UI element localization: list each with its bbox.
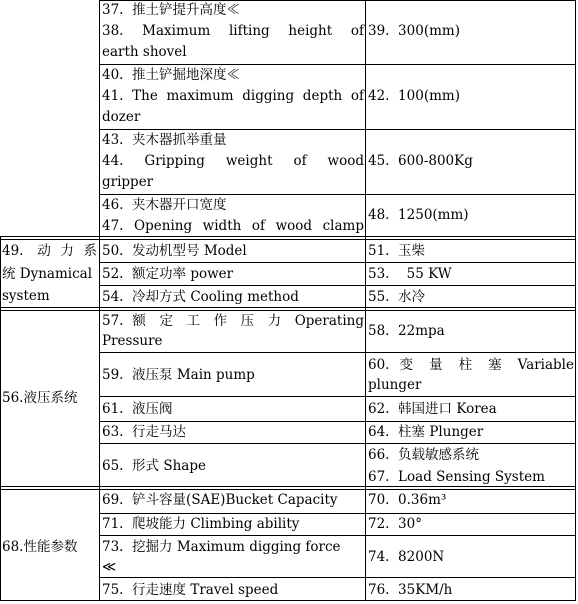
grid-line bbox=[99, 443, 576, 444]
spec-item-label: 41. The maximum digging depth of bbox=[102, 88, 364, 104]
spec-item-label: gripper bbox=[102, 174, 154, 190]
spec-item-label: 50. 发动机型号 Model bbox=[102, 243, 247, 259]
grid-line bbox=[99, 352, 576, 353]
spec-item-label: 47. Opening width of wood clamp bbox=[102, 218, 364, 234]
group-label: system bbox=[2, 288, 50, 304]
grid-line bbox=[0, 236, 576, 237]
spec-item-label: 40. 推土铲掘地深度≪ bbox=[102, 67, 241, 83]
spec-item-label: 38. Maximum lifting height of bbox=[102, 23, 364, 39]
spec-value: 42. 100(mm) bbox=[368, 88, 460, 104]
spec-item-label: 46. 夹木器开口宽度 bbox=[102, 197, 227, 213]
spec-value: 55. 水冷 bbox=[368, 289, 426, 305]
grid-line bbox=[0, 307, 576, 308]
spec-value: 60. 变 量 柱 塞 Variable bbox=[368, 357, 574, 373]
grid-line bbox=[575, 0, 576, 601]
group-label: 统 Dynamical bbox=[2, 266, 93, 282]
spec-value: 72. 30° bbox=[368, 516, 422, 532]
spec-value: 39. 300(mm) bbox=[368, 23, 460, 39]
grid-line bbox=[99, 396, 576, 397]
spec-item-label: 73. 挖掘力 Maximum digging force bbox=[102, 539, 341, 555]
spec-value: 70. 0.36m³ bbox=[368, 492, 447, 508]
spec-value: 53. 55 KW bbox=[368, 266, 452, 282]
group-label: 56.液压系统 bbox=[2, 390, 78, 406]
spec-item-label: 52. 额定功率 power bbox=[102, 266, 234, 282]
spec-value: 45. 600-800Kg bbox=[368, 153, 473, 169]
spec-item-label: 37. 推土铲提升高度≪ bbox=[102, 2, 241, 18]
spec-value: 74. 8200N bbox=[368, 549, 445, 565]
grid-line bbox=[99, 577, 576, 578]
spec-value: 76. 35KM/h bbox=[368, 582, 453, 598]
spec-value: 67. Load Sensing System bbox=[368, 469, 545, 485]
grid-line bbox=[365, 0, 366, 601]
grid-line bbox=[0, 600, 576, 601]
group-label: 68.性能参数 bbox=[2, 539, 78, 555]
grid-line bbox=[99, 0, 100, 601]
spec-value: plunger bbox=[368, 377, 422, 393]
spec-item-label: earth shovel bbox=[102, 44, 187, 60]
spec-value: 48. 1250(mm) bbox=[368, 207, 469, 223]
grid-line bbox=[0, 236, 1, 601]
spec-value: 51. 玉柴 bbox=[368, 243, 426, 259]
spec-value: 66. 负载敏感系统 bbox=[368, 447, 480, 463]
spec-value: 64. 柱塞 Plunger bbox=[368, 424, 484, 440]
spec-value: 62. 韩国进口 Korea bbox=[368, 401, 497, 417]
spec-item-label: Pressure bbox=[102, 333, 163, 349]
spec-item-label: 59. 液压泵 Main pump bbox=[102, 367, 255, 383]
spec-item-label: 65. 形式 Shape bbox=[102, 458, 206, 474]
spec-item-label: 57. 额 定 工 作 压 力 Operating bbox=[102, 313, 364, 329]
spec-item-label: 63. 行走马达 bbox=[102, 424, 187, 440]
spec-item-label: 71. 爬坡能力 Climbing ability bbox=[102, 516, 300, 532]
spec-item-label: ≪ bbox=[102, 559, 117, 575]
grid-line bbox=[99, 535, 576, 536]
spec-item-label: 69. 铲斗容量(SAE)Bucket Capacity bbox=[102, 492, 338, 508]
grid-line bbox=[99, 285, 576, 286]
spec-item-label: 43. 夹木器抓举重量 bbox=[102, 132, 227, 148]
grid-line bbox=[99, 262, 576, 263]
spec-item-label: 44. Gripping weight of wood bbox=[102, 153, 364, 169]
spec-item-label: 75. 行走速度 Travel speed bbox=[102, 582, 279, 598]
group-label: 49. 动力系 bbox=[2, 243, 97, 259]
spec-item-label: dozer bbox=[102, 109, 141, 125]
spec-item-label: 54. 冷却方式 Cooling method bbox=[102, 289, 299, 305]
spec-value: 58. 22mpa bbox=[368, 323, 445, 339]
grid-line bbox=[0, 239, 576, 240]
spec-item-label: 61. 液压阀 bbox=[102, 401, 173, 417]
